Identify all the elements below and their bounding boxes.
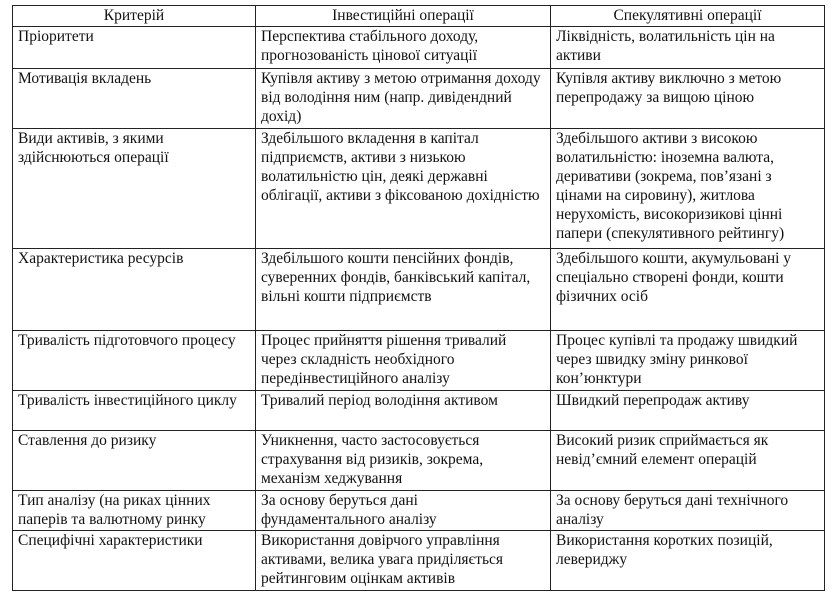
table-row: [13, 249, 825, 331]
cell-investment: Перспектива стабільного доходу, прогнозованість цінової ситуації: [256, 27, 551, 69]
table-row: [13, 331, 825, 391]
cell-investment: Здебільшого кошти пенсійних фондів, суверенних фондів, банківський капітал, вільні кошти підприємств: [256, 249, 551, 331]
cell-criterion: Пріоритети: [13, 27, 256, 69]
cell-speculative: Купівля активу виключно з метою перепродажу за вищою ціною: [551, 69, 825, 129]
cell-investment: За основу беруться дані фундаментального аналізу: [256, 491, 551, 531]
cell-speculative: Здебільшого кошти, акумульовані у спеціально створені фонди, кошти фізичних осіб: [551, 249, 825, 331]
table-row: [13, 129, 825, 249]
cell-investment: Використання довірчого управління активами, велика увага приділяється рейтинговим оцінкам активів: [256, 531, 551, 591]
table-row: [13, 491, 825, 531]
header-speculative: Спекулятивні операції: [551, 6, 825, 27]
cell-speculative: За основу беруться дані технічного аналізу: [551, 491, 825, 531]
cell-speculative: Високий ризик сприймається як невід’ємний елемент операцій: [551, 431, 825, 491]
cell-investment: Тривалий період володіння активом: [256, 391, 551, 431]
cell-investment: Уникнення, часто застосовується страхування від ризиків, зокрема, механізм хеджування: [256, 431, 551, 491]
table-row: [13, 531, 825, 591]
cell-criterion: Специфічні характеристики: [13, 531, 256, 591]
comparison-table: [12, 5, 825, 591]
cell-investment: Процес прийняття рішення тривалий через складність необхідного передінвестиційного аналізу: [256, 331, 551, 391]
cell-speculative: Здебільшого активи з високою волатильністю: іноземна валюта, деривативи (зокрема, пов’язані з цінами на сировину), житлова нерухомість, високоризикові цінні папери (спекулятивного рейтингу): [551, 129, 825, 249]
cell-criterion: Види активів, з якими здійснюються операції: [13, 129, 256, 249]
header-criterion: Критерій: [13, 6, 256, 27]
cell-criterion: Тип аналізу (на риках цінних паперів та валютному ринку: [13, 491, 256, 531]
cell-criterion: Тривалість підготовчого процесу: [13, 331, 256, 391]
cell-criterion: Ставлення до ризику: [13, 431, 256, 491]
table-row: [13, 391, 825, 431]
cell-criterion: Характеристика ресурсів: [13, 249, 256, 331]
header-investment: Інвестиційні операції: [256, 6, 551, 27]
cell-investment: Здебільшого вкладення в капітал підприємств, активи з низькою волатильністю цін, деякі державні облігації, активи з фіксованою дохідністю: [256, 129, 551, 249]
table-header-row: [13, 6, 825, 27]
table-row: [13, 69, 825, 129]
cell-investment: Купівля активу з метою отримання доходу від володіння ним (напр. дивідендний дохід): [256, 69, 551, 129]
cell-speculative: Процес купівлі та продажу швидкий через швидку зміну ринкової кон’юнктури: [551, 331, 825, 391]
cell-speculative: Швидкий перепродаж активу: [551, 391, 825, 431]
table-row: [13, 27, 825, 69]
cell-speculative: Ліквідність, волатильність цін на активи: [551, 27, 825, 69]
cell-criterion: Тривалість інвестиційного циклу: [13, 391, 256, 431]
cell-criterion: Мотивація вкладень: [13, 69, 256, 129]
cell-speculative: Використання коротких позицій, левериджу: [551, 531, 825, 591]
table-row: [13, 431, 825, 491]
